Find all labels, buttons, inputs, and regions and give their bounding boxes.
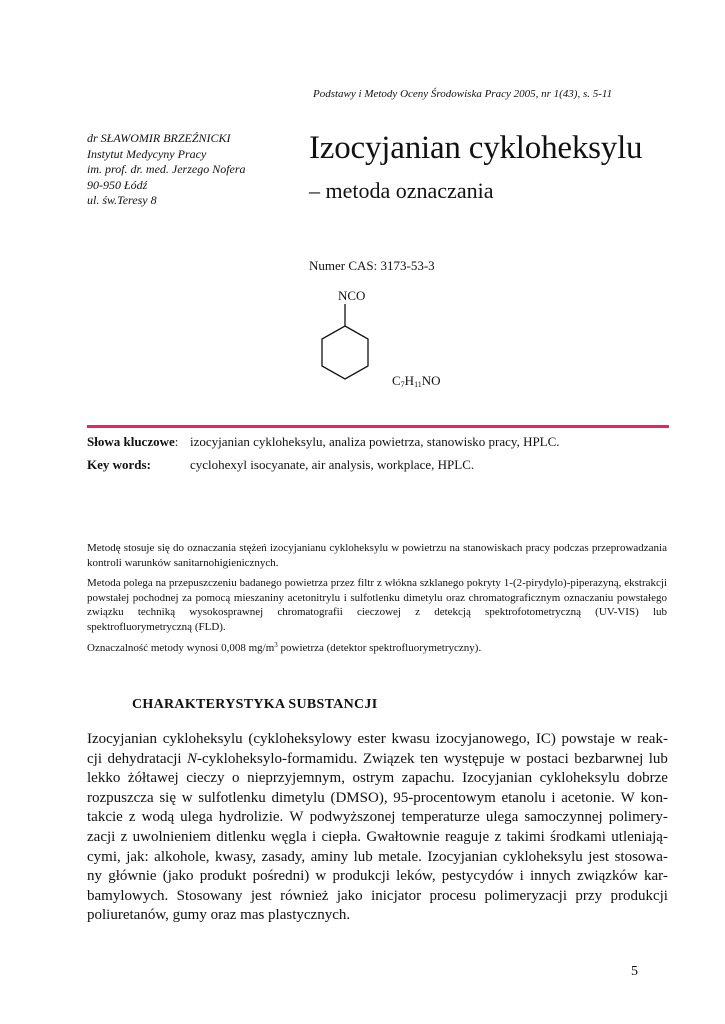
body-word: produkcji (332, 868, 390, 885)
formula-no: NO (421, 373, 441, 388)
keywords-pl-sep: : (174, 434, 179, 449)
body-word: W (289, 809, 304, 826)
abstract-paragraph-3 (87, 641, 667, 656)
body-word: pestycydów (441, 868, 514, 885)
abstract-p3-superscript: 3 (274, 640, 278, 649)
abstract-p3-text: Oznaczalność metody wynosi 0,008 mg/m (87, 641, 275, 654)
body-word: Izocyjanian (462, 770, 533, 787)
keywords-divider (87, 425, 669, 428)
body-word: z (120, 828, 128, 845)
abstract-paragraph-2: Metoda polega na przepuszczeniu badanego powietrza przez filtr z włókna szklanego pokryty 1-(2-pirydylo)-piperazyną, ekstrakcji powstałej pochodnej za pomocą mieszaniny acetonitrylu i sulfotlenku dimetylu oraz chromatograficznym oznaczaniu powstałego związku techniką wysokosprawnej chromatografii cieczowej z detekcją spektrofotometryczną (UV-VIS) lub spektrofluorymetryczną (FLD). (87, 577, 667, 633)
body-word: w (315, 868, 327, 885)
body-word: (jako (162, 868, 194, 885)
body-line (87, 808, 668, 828)
body-word: postaci (526, 750, 569, 767)
author-block (87, 131, 246, 209)
body-word: ostrym (352, 770, 395, 787)
molecular-formula (392, 373, 441, 389)
body-word: (DMSO), (330, 789, 388, 806)
body-word: IC) (535, 731, 556, 747)
body-word: polimeryzacji (484, 887, 568, 904)
body-word: ny (87, 868, 102, 885)
body-line: poliuretanów, gumy oraz mas plastycznych. (87, 907, 351, 924)
body-word: i (519, 868, 524, 885)
body-word: jest (250, 887, 272, 904)
body-word: węgla (270, 828, 307, 845)
section-heading: CHARAKTERYSTYKA SUBSTANCJI (132, 697, 378, 712)
journal-reference: Podstawy i Metody Oceny Środowiska Pracy 2005, nr 1(43), s. 5-11 (313, 88, 613, 100)
body-line (87, 828, 668, 848)
body-word: również (280, 887, 329, 904)
body-word: Związek (362, 750, 415, 767)
body-word: ester (357, 731, 386, 747)
formula-h: H (404, 373, 415, 388)
body-word: środkami (550, 828, 606, 845)
body-word: innych (529, 868, 571, 885)
body-word: i (311, 828, 317, 845)
body-word: jak: (126, 848, 149, 865)
body-word: lekko (87, 770, 121, 787)
body-word: cymi, (87, 848, 121, 865)
body-word: bezbarwnej (574, 750, 644, 767)
body-word: związków (576, 868, 638, 885)
paper-subtitle: – metoda oznaczania (309, 178, 494, 203)
body-paragraph (87, 730, 668, 926)
author-institute: Instytut Medycyny Pracy (87, 146, 207, 161)
body-word: takcie (87, 809, 123, 826)
body-line (87, 867, 668, 887)
body-word: reak- (637, 731, 668, 747)
body-word: etanolu (501, 789, 546, 806)
body-word: występuje (443, 750, 505, 767)
body-word: lub (353, 848, 373, 865)
body-word: sulfotlenku (198, 789, 266, 806)
body-word: cykloheksylu (539, 770, 620, 787)
body-word: ditlenku (216, 828, 266, 845)
body-word: polimery- (608, 809, 668, 826)
body-word: Stosowany (176, 887, 243, 904)
body-word: samoczynnej (524, 809, 603, 826)
hexagon-ring (322, 326, 368, 379)
body-word: (cykloheksylowy (248, 731, 352, 747)
body-word: uwolnieniem (132, 828, 211, 845)
body-word: hydrolizie. (218, 809, 284, 826)
body-word: Gwałtownie (366, 828, 440, 845)
body-word: izocyjanowego, (435, 731, 531, 747)
body-word: ulega (485, 809, 519, 826)
keywords-en-value: cyclohexyl isocyanate, air analysis, workplace, HPLC. (190, 457, 475, 472)
body-word: podwyższonej (309, 809, 396, 826)
body-word: wodą (141, 809, 175, 826)
body-line (87, 848, 668, 868)
body-word: aminy (310, 848, 349, 865)
body-line (87, 789, 668, 809)
body-word: jest (588, 848, 610, 865)
body-word: ten (419, 750, 439, 767)
body-word: produkt (199, 868, 247, 885)
body-word: cykloheksylu (502, 848, 583, 865)
body-word: nieprzyjemnym, (247, 770, 345, 787)
body-word: takimi (506, 828, 545, 845)
abstract (87, 541, 667, 661)
author-postal-city: 90-950 Łódź (87, 177, 148, 192)
body-word: ciepła. (321, 828, 362, 845)
body-word: się (159, 789, 176, 806)
cyclohexyl-structure-diagram (300, 282, 480, 392)
body-word: rozpuszcza (87, 789, 154, 806)
body-word: kwasy, (215, 848, 257, 865)
body-word: zapachu. (401, 770, 455, 787)
body-word: i (551, 789, 556, 806)
body-line (87, 887, 668, 907)
body-word: metale. (378, 848, 422, 865)
keywords-pl-label (87, 434, 178, 450)
cas-number: Numer CAS: 3173-53-3 (309, 258, 435, 273)
body-word: utleniają- (611, 828, 668, 845)
body-line (87, 730, 668, 750)
body-word: acetonie. (561, 789, 615, 806)
keywords-en-label: Key words: (87, 457, 151, 472)
body-word: w (620, 731, 632, 747)
body-word: cieczy (186, 770, 225, 787)
paper-title: Izocyjanian cykloheksylu (309, 130, 643, 166)
body-word: kon- (640, 789, 668, 806)
body-word: alkohole, (154, 848, 210, 865)
body-word: pośredni) (252, 868, 310, 885)
body-word: cykloheksylu (162, 731, 243, 747)
formula-c: C (392, 373, 401, 388)
body-word: z (128, 809, 136, 826)
body-word: z (494, 828, 502, 845)
body-word: inicjator (371, 887, 422, 904)
body-word: Izocyjanian (427, 848, 498, 865)
body-word: jako (336, 887, 363, 904)
body-word: leków, (396, 868, 436, 885)
body-word: W (620, 789, 635, 806)
body-word: kar- (643, 868, 668, 885)
abstract-p3-text-end: powietrza (detektor spektrofluorymetryczny). (277, 641, 482, 654)
body-word: temperaturze (401, 809, 480, 826)
body-word: zacji (87, 828, 116, 845)
body-word: stosowa- (614, 848, 668, 865)
cyclohexane-ring (322, 304, 368, 379)
nco-group-label: NCO (338, 288, 366, 303)
body-line (87, 769, 668, 789)
formula-c-count: 7 (400, 380, 405, 389)
page-number: 5 (631, 964, 638, 979)
body-word: w (509, 750, 521, 767)
body-word: dehydratacji (107, 750, 182, 767)
author-name: dr SŁAWOMIR BRZEŹNICKI (87, 131, 231, 145)
body-word: lub (648, 750, 668, 767)
keywords-pl-label-text: Słowa kluczowe (87, 434, 175, 449)
body-word: cji (87, 750, 102, 767)
body-word: N-cykloheksylo-formamidu. (187, 750, 358, 767)
body-word: przy (575, 887, 603, 904)
body-word: żółtawej (127, 770, 179, 787)
body-word: zasady, (261, 848, 306, 865)
body-word: kwasu (391, 731, 430, 747)
formula-h-count: 11 (414, 380, 422, 389)
body-word: o (232, 770, 240, 787)
body-word: dobrze (627, 770, 668, 787)
body-word: głównie (108, 868, 157, 885)
body-word: w (181, 789, 193, 806)
keywords-pl-value: izocyjanian cykloheksylu, analiza powietrza, stanowisko pracy, HPLC. (190, 434, 560, 449)
abstract-paragraph-1: Metodę stosuje się do oznaczania stężeń izocyjanianu cykloheksylu w powietrzu na stanowiskach pracy podczas przeprowadzania kontroli warunków sanitarnohigienicznych. (87, 542, 667, 569)
body-word: procesu (429, 887, 477, 904)
body-word: bamylowych. (87, 887, 169, 904)
body-word: ulega (180, 809, 213, 826)
body-word: Izocyjanian (87, 731, 157, 747)
body-line (87, 750, 668, 770)
body-word: dimetylu (271, 789, 325, 806)
body-word: produkcji (610, 887, 668, 904)
body-word: reaguje (445, 828, 490, 845)
body-word: 95-procentowym (393, 789, 496, 806)
author-institute-name: im. prof. dr. med. Jerzego Nofera (87, 162, 246, 176)
body-word: powstaje (561, 731, 615, 747)
author-street: ul. św.Teresy 8 (87, 193, 157, 207)
